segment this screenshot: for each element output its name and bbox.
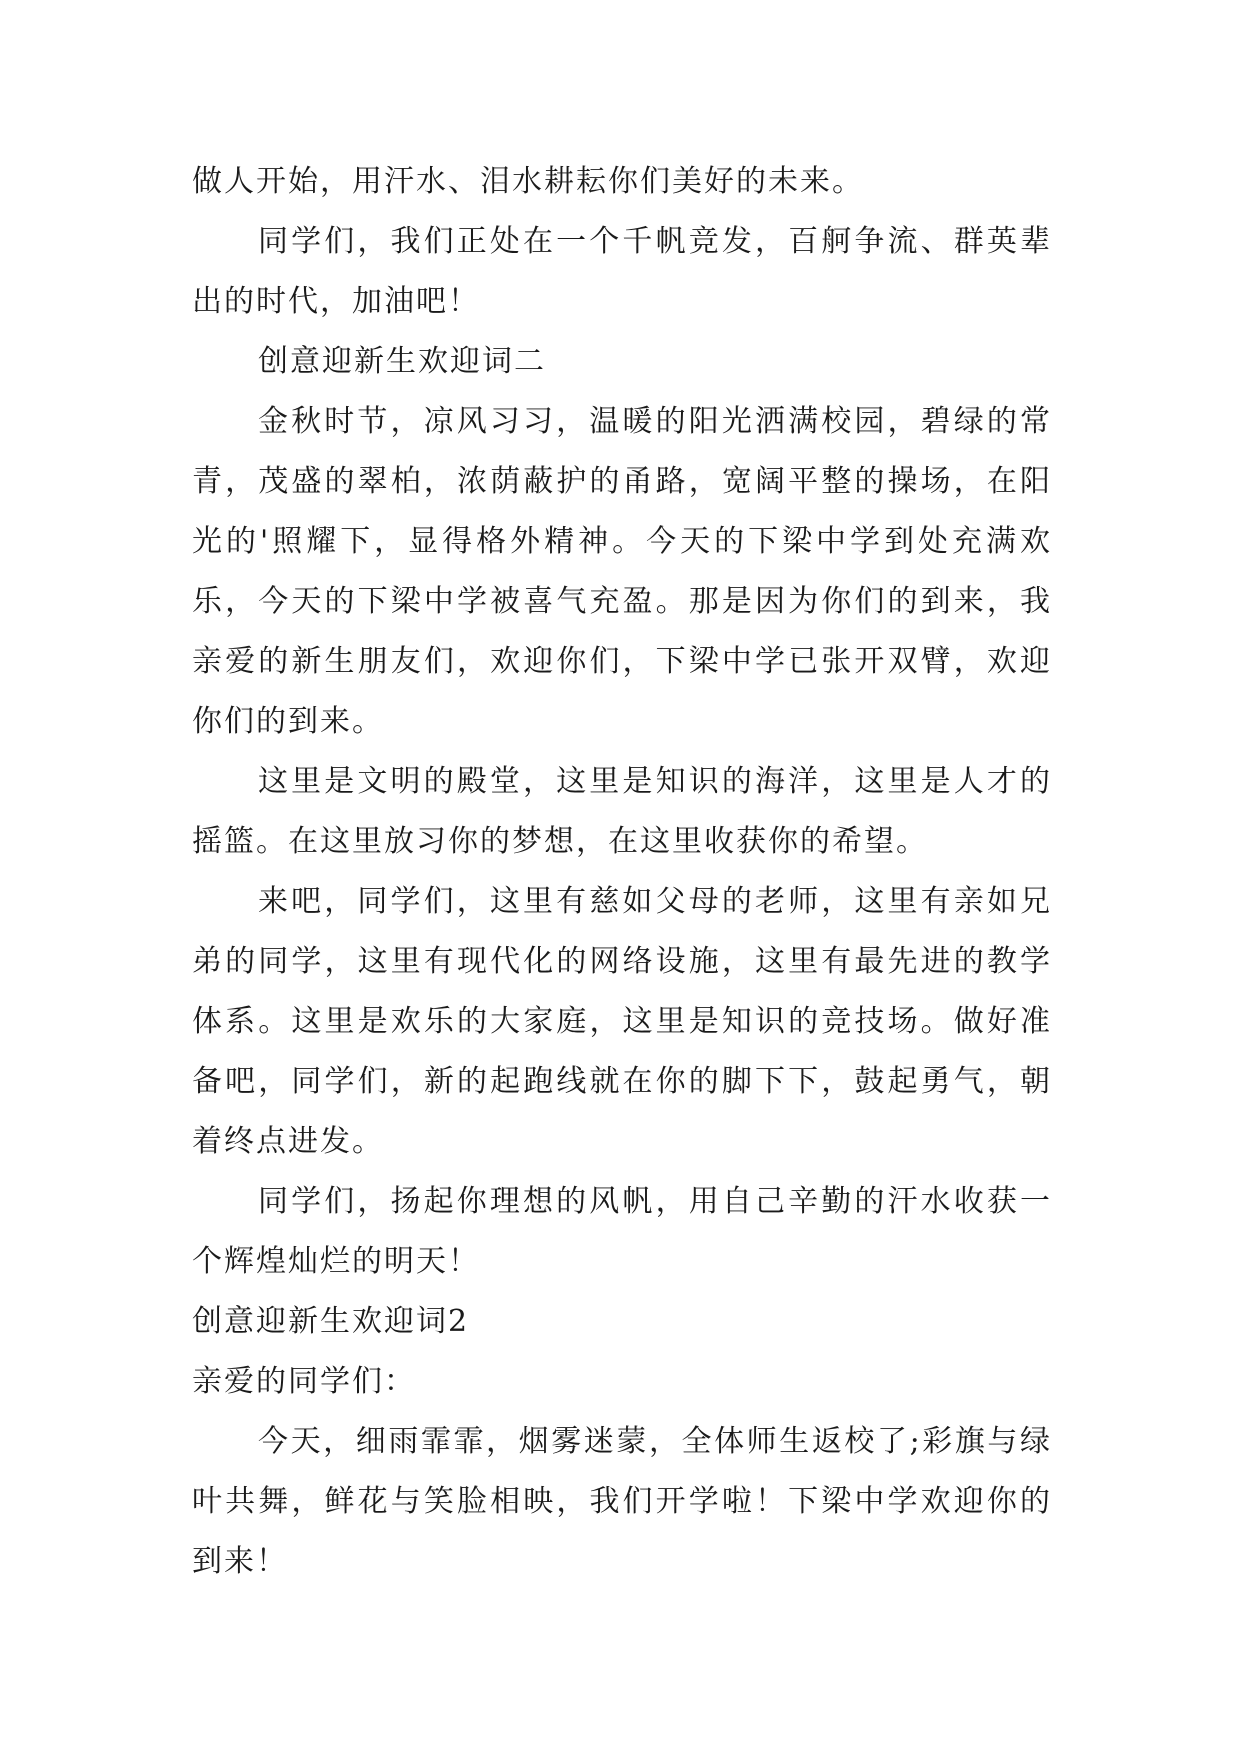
paragraph-1: 做人开始，用汗水、泪水耕耘你们美好的未来。	[192, 164, 864, 199]
section-heading-2: 创意迎新生欢迎词二	[258, 344, 546, 379]
paragraph-5: 来吧，同学们，这里有慈如父母的老师，这里有亲如兄弟的同学，这里有现代化的网络设施，这里有最先进的教学体系。这里是欢乐的大家庭，这里是知识的竞技场。做好准备吧，同学们，新的起跑线就在你的脚下下，鼓起勇气，朝着终点进发。	[192, 884, 1052, 1159]
paragraph-3: 金秋时节，凉风习习，温暖的阳光洒满校园，碧绿的常青，茂盛的翠柏，浓荫蔽护的甬路，宽阔平整的操场，在阳光的'照耀下，显得格外精神。今天的下梁中学到处充满欢乐，今天的下梁中学被喜气充盈。那是因为你们的到来，我亲爱的新生朋友们，欢迎你们，下梁中学已张开双臂，欢迎你们的到来。	[192, 404, 1052, 739]
paragraph-2: 同学们，我们正处在一个千帆竞发，百舸争流、群英辈出的时代，加油吧！	[192, 224, 1052, 319]
paragraph-7: 今天，细雨霏霏，烟雾迷蒙，全体师生返校了;彩旗与绿叶共舞，鲜花与笑脸相映，我们开学啦！下梁中学欢迎你的到来！	[192, 1424, 1052, 1579]
salutation: 亲爱的同学们：	[192, 1364, 416, 1399]
document-body	[192, 152, 1052, 1592]
paragraph-4: 这里是文明的殿堂，这里是知识的海洋，这里是人才的摇篮。在这里放习你的梦想，在这里收获你的希望。	[192, 764, 1052, 859]
section-heading-2b: 创意迎新生欢迎词2	[192, 1304, 470, 1339]
paragraph-6: 同学们，扬起你理想的风帆，用自己辛勤的汗水收获一个辉煌灿烂的明天！	[192, 1184, 1052, 1279]
